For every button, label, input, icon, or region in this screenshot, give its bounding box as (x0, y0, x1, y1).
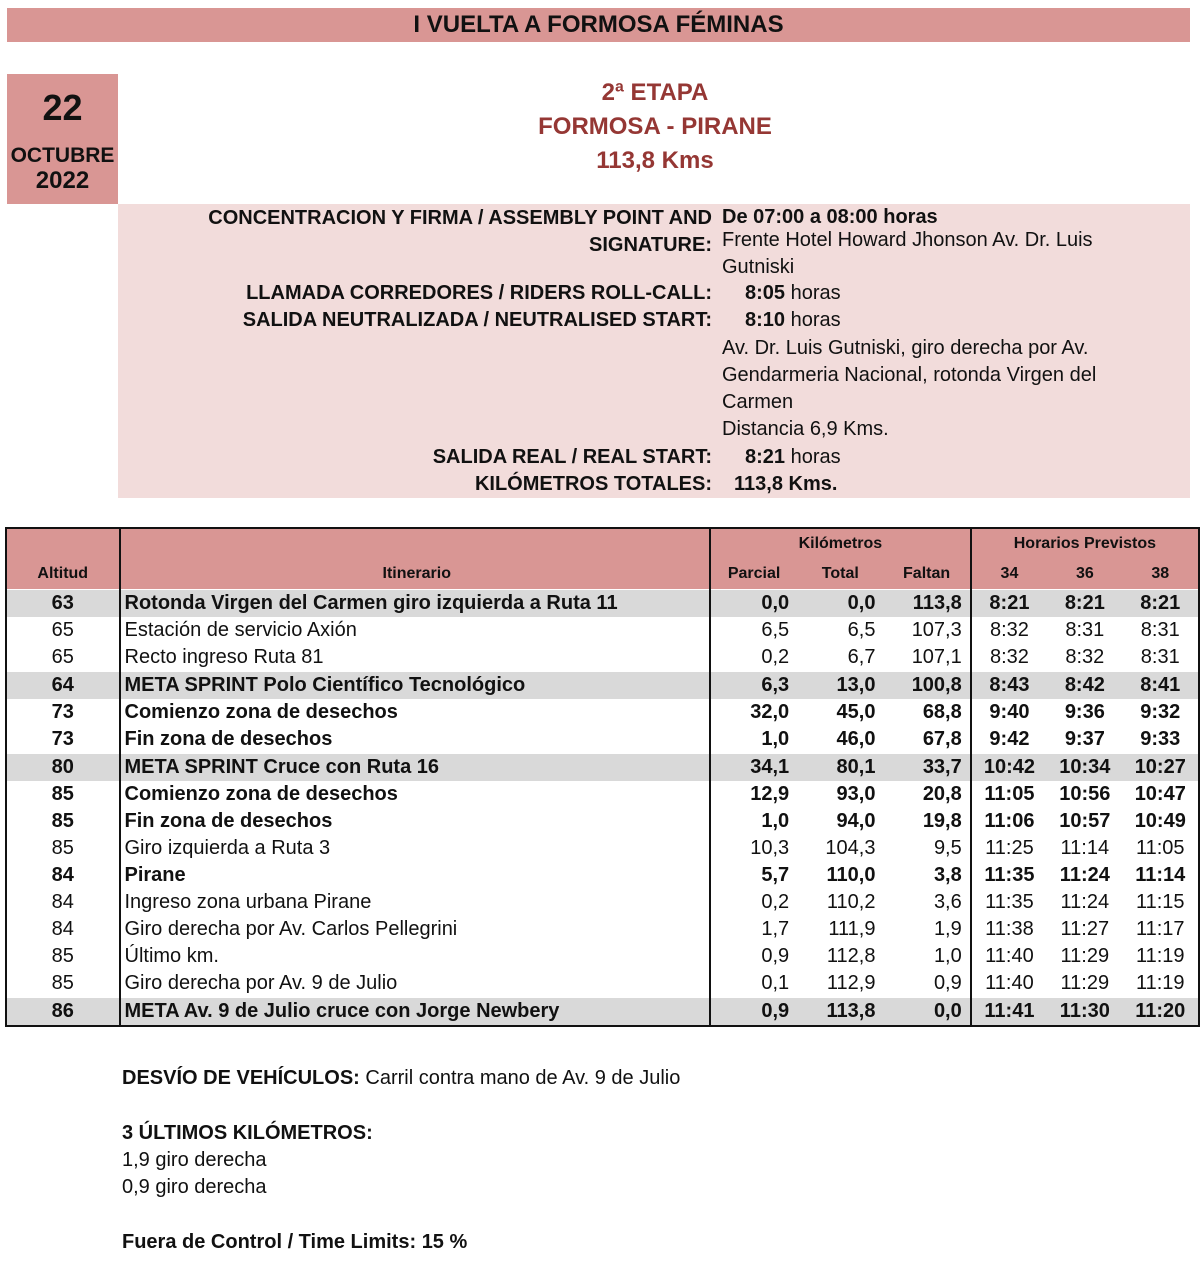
cell-partial-km: 0,0 (710, 590, 797, 618)
cell-time-34: 11:41 (971, 998, 1047, 1027)
cell-total-km: 0,0 (797, 590, 883, 618)
cell-total-km: 6,7 (847, 646, 876, 668)
cell-altitude: 84 (51, 891, 74, 913)
table-row (6, 754, 1199, 782)
neutral-desc-1: Av. Dr. Luis Gutniski, giro derecha por Av. (722, 337, 1089, 359)
table-row (6, 699, 1199, 726)
cell-total-km: 94,0 (836, 810, 876, 832)
cell-total-km: 104,3 (825, 837, 876, 859)
cell-total-km: 110,2 (826, 891, 876, 913)
assembly-label-1: CONCENTRACION Y FIRMA / ASSEMBLY POINT AND (208, 207, 712, 229)
cell-itinerary: Comienzo zona de desechos (120, 781, 710, 808)
neutral-desc-2: Gendarmeria Nacional, rotonda Virgen del (722, 364, 1097, 386)
cell-altitude: 64 (6, 672, 120, 700)
col-header-34: 34 (971, 559, 1047, 590)
cell-altitude: 86 (6, 998, 120, 1027)
cell-itinerary: Pirane (120, 862, 710, 889)
cell-time-34: 8:21 (971, 590, 1047, 618)
cell-itinerary: Fin zona de desechos (120, 808, 710, 835)
cell-time-36: 8:31 (1065, 619, 1105, 641)
cell-time-36: 11:14 (1060, 837, 1110, 859)
cell-altitude: 63 (6, 590, 120, 618)
cell-time-36: 8:32 (1065, 646, 1105, 668)
cell-altitude: 65 (51, 619, 74, 641)
cell-total-km: 113,8 (797, 998, 883, 1027)
cell-remaining-km: 3,6 (933, 891, 962, 913)
cell-time-36: 11:29 (1060, 972, 1110, 994)
cell-remaining-km: 0,0 (883, 998, 970, 1027)
cell-partial-km: 6,3 (710, 672, 797, 700)
cell-total-km: 13,0 (797, 672, 883, 700)
table-row (6, 808, 1199, 835)
cell-partial-km: 0,2 (710, 644, 797, 672)
cell-itinerary: Giro derecha por Av. 9 de Julio (120, 970, 710, 998)
col-header-36: 36 (1047, 559, 1122, 590)
col-header-faltan: Faltan (883, 559, 970, 590)
time-limits-label: Fuera de Control / Time Limits: (122, 1231, 417, 1253)
cell-remaining-km: 107,3 (911, 619, 962, 641)
assembly-place-1: Frente Hotel Howard Jhonson Av. Dr. Luis (722, 229, 1093, 251)
cell-itinerary: META SPRINT Polo Científico Tecnológico (120, 672, 710, 700)
table-row (6, 889, 1199, 916)
cell-partial-km: 0,9 (710, 998, 797, 1027)
cell-partial-km: 0,9 (710, 943, 797, 970)
cell-total-km: 110,0 (826, 864, 876, 886)
cell-partial-km: 5,7 (710, 862, 797, 889)
cell-time-34: 8:32 (971, 617, 1047, 644)
group-km-header: Kilómetros (710, 528, 971, 559)
assembly-time: De 07:00 a 08:00 horas (722, 206, 938, 228)
table-row (6, 943, 1199, 970)
cell-time-36: 10:56 (1059, 783, 1111, 805)
date-box (7, 74, 118, 204)
col-header-total: Total (797, 559, 883, 590)
last3-line-1: 1,9 giro derecha (122, 1149, 267, 1171)
cell-altitude: 73 (51, 701, 74, 723)
cell-time-34: 11:25 (971, 835, 1047, 862)
table-row (6, 862, 1199, 889)
cell-remaining-km: 20,8 (922, 783, 962, 805)
col-header-parcial: Parcial (710, 559, 797, 590)
real-start-time: 8:21 (745, 446, 786, 468)
last3-label: 3 ÚLTIMOS KILÓMETROS: (122, 1122, 373, 1144)
cell-total-km: 80,1 (797, 754, 883, 782)
table-row (6, 781, 1199, 808)
cell-partial-km: 1,0 (710, 808, 797, 835)
date-year: 2022 (35, 167, 90, 194)
cell-altitude: 65 (51, 646, 74, 668)
cell-altitude: 85 (51, 972, 74, 994)
cell-altitude: 85 (51, 810, 74, 832)
cell-time-34: 9:42 (971, 726, 1047, 754)
table-row (6, 672, 1199, 700)
table-row (6, 916, 1199, 943)
neutral-value (745, 307, 841, 334)
cell-remaining-km: 1,9 (933, 918, 962, 940)
cell-remaining-km: 67,8 (922, 728, 962, 750)
table-row (6, 970, 1199, 998)
cell-partial-km: 1,7 (710, 916, 797, 943)
cell-time-38: 10:47 (1134, 783, 1186, 805)
stage-info-box (118, 204, 1190, 498)
assembly-place-2: Gutniski (722, 256, 795, 278)
cell-itinerary: Ingreso zona urbana Pirane (120, 889, 710, 916)
cell-time-34: 9:40 (971, 699, 1047, 726)
cell-remaining-km: 107,1 (911, 646, 962, 668)
cell-time-34: 10:42 (971, 754, 1047, 782)
cell-remaining-km: 1,0 (933, 945, 962, 967)
cell-itinerary: Último km. (120, 943, 710, 970)
neutral-time: 8:10 (745, 309, 786, 331)
hours-word: horas (790, 282, 841, 304)
cell-altitude: 84 (51, 918, 74, 940)
cell-time-38: 8:31 (1140, 646, 1180, 668)
neutral-label: SALIDA NEUTRALIZADA / NEUTRALISED START: (242, 309, 712, 331)
cell-time-38: 8:41 (1123, 672, 1199, 700)
table-column-header (6, 559, 1199, 590)
group-times-header: Horarios Previstos (971, 528, 1199, 559)
rollcall-time: 8:05 (745, 282, 786, 304)
cell-time-36: 11:27 (1060, 918, 1110, 940)
cell-total-km: 93,0 (836, 783, 876, 805)
cell-remaining-km: 19,8 (922, 810, 962, 832)
cell-altitude: 85 (51, 783, 74, 805)
cell-partial-km: 0,1 (710, 970, 797, 998)
cell-partial-km: 32,0 (710, 699, 797, 726)
col-header-altitud: Altitud (6, 559, 120, 590)
stage-header (120, 76, 1190, 178)
cell-partial-km: 34,1 (710, 754, 797, 782)
rollcall-value (745, 280, 841, 307)
cell-time-34: 8:32 (971, 644, 1047, 672)
cell-altitude: 84 (51, 864, 74, 886)
cell-itinerary: META SPRINT Cruce con Ruta 16 (120, 754, 710, 782)
real-start-label: SALIDA REAL / REAL START: (432, 446, 712, 468)
group-empty-alt (6, 528, 120, 559)
date-month: OCTUBRE (10, 144, 115, 167)
cell-time-36: 11:30 (1047, 998, 1122, 1027)
cell-altitude: 85 (51, 945, 74, 967)
cell-time-38: 11:14 (1135, 864, 1186, 886)
cell-time-34: 11:05 (971, 781, 1047, 808)
cell-time-36: 10:57 (1059, 810, 1111, 832)
detour-note (122, 1065, 680, 1092)
page-title: I VUELTA A FORMOSA FÉMINAS (7, 8, 1190, 42)
cell-altitude: 73 (51, 728, 74, 750)
cell-itinerary: Estación de servicio Axión (120, 617, 710, 644)
detour-label: DESVÍO DE VEHÍCULOS: (122, 1067, 360, 1089)
cell-itinerary: Fin zona de desechos (120, 726, 710, 754)
cell-remaining-km: 9,5 (933, 837, 962, 859)
cell-partial-km: 12,9 (710, 781, 797, 808)
cell-time-38: 8:31 (1140, 619, 1180, 641)
cell-itinerary: META Av. 9 de Julio cruce con Jorge Newbery (120, 998, 710, 1027)
table-row (6, 644, 1199, 672)
cell-altitude: 80 (6, 754, 120, 782)
time-limits-value: 15 % (421, 1231, 468, 1253)
stage-route: FORMOSA - PIRANE (538, 113, 772, 140)
cell-time-38: 8:21 (1123, 590, 1199, 618)
col-header-itinerario: Itinerario (120, 559, 710, 590)
detour-text: Carril contra mano de Av. 9 de Julio (365, 1067, 681, 1089)
stage-number: 2ª ETAPA (601, 79, 709, 106)
cell-total-km: 46,0 (836, 728, 876, 750)
cell-partial-km: 1,0 (710, 726, 797, 754)
cell-remaining-km: 100,8 (883, 672, 970, 700)
cell-time-36: 9:37 (1064, 728, 1105, 750)
real-start-value (745, 444, 841, 471)
cell-time-36: 11:24 (1060, 891, 1110, 913)
col-header-38: 38 (1123, 559, 1199, 590)
cell-time-36: 8:42 (1047, 672, 1122, 700)
cell-time-38: 9:33 (1140, 728, 1181, 750)
rollcall-label: LLAMADA CORREDORES / RIDERS ROLL-CALL: (246, 282, 712, 304)
cell-remaining-km: 3,8 (933, 864, 962, 886)
cell-total-km: 45,0 (836, 701, 876, 723)
cell-remaining-km: 33,7 (883, 754, 970, 782)
table-row (6, 835, 1199, 862)
cell-itinerary: Giro derecha por Av. Carlos Pellegrini (120, 916, 710, 943)
cell-remaining-km: 113,8 (883, 590, 970, 618)
cell-time-34: 11:40 (971, 943, 1047, 970)
cell-total-km: 111,9 (828, 918, 876, 940)
cell-time-34: 11:35 (971, 862, 1047, 889)
cell-time-38: 10:49 (1134, 810, 1186, 832)
cell-time-34: 11:38 (971, 916, 1047, 943)
cell-time-38: 11:19 (1135, 972, 1185, 994)
table-row (6, 998, 1199, 1027)
cell-itinerary: Comienzo zona de desechos (120, 699, 710, 726)
cell-time-34: 11:40 (971, 970, 1047, 998)
cell-time-38: 11:19 (1135, 945, 1185, 967)
stage-distance: 113,8 Kms (596, 147, 714, 174)
cell-total-km: 112,9 (826, 972, 876, 994)
cell-partial-km: 6,5 (710, 617, 797, 644)
cell-time-36: 10:34 (1047, 754, 1122, 782)
date-day: 22 (42, 87, 83, 128)
cell-time-38: 11:20 (1123, 998, 1199, 1027)
cell-remaining-km: 68,8 (922, 701, 962, 723)
cell-partial-km: 0,2 (710, 889, 797, 916)
cell-altitude: 85 (51, 837, 74, 859)
cell-time-34: 11:06 (971, 808, 1047, 835)
cell-partial-km: 10,3 (710, 835, 797, 862)
cell-time-36: 8:21 (1047, 590, 1122, 618)
cell-itinerary: Rotonda Virgen del Carmen giro izquierda a Ruta 11 (120, 590, 710, 618)
cell-time-38: 11:05 (1135, 837, 1185, 859)
cell-itinerary: Giro izquierda a Ruta 3 (120, 835, 710, 862)
cell-time-38: 10:27 (1123, 754, 1199, 782)
table-row (6, 590, 1199, 618)
table-row (6, 726, 1199, 754)
hours-word: horas (790, 309, 841, 331)
time-limits-note (122, 1229, 467, 1256)
neutral-desc-3: Carmen (722, 391, 794, 413)
hours-word: horas (790, 446, 841, 468)
cell-time-36: 11:24 (1059, 864, 1110, 886)
neutral-desc-4: Distancia 6,9 Kms. (722, 418, 889, 440)
cell-time-36: 9:36 (1064, 701, 1105, 723)
cell-time-34: 11:35 (971, 889, 1047, 916)
cell-time-36: 11:29 (1060, 945, 1110, 967)
cell-time-34: 8:43 (971, 672, 1047, 700)
itinerary-table (5, 527, 1200, 1027)
table-group-header (6, 528, 1199, 559)
cell-time-38: 9:32 (1140, 701, 1181, 723)
total-km-label: KILÓMETROS TOTALES: (474, 473, 712, 495)
cell-total-km: 112,8 (826, 945, 876, 967)
last3-line-2: 0,9 giro derecha (122, 1176, 267, 1198)
cell-time-38: 11:17 (1135, 918, 1185, 940)
cell-remaining-km: 0,9 (933, 972, 962, 994)
group-empty-it (120, 528, 710, 559)
cell-itinerary: Recto ingreso Ruta 81 (120, 644, 710, 672)
table-row (6, 617, 1199, 644)
total-km-value: 113,8 Kms. (734, 473, 838, 495)
cell-total-km: 6,5 (847, 619, 876, 641)
cell-time-38: 11:15 (1135, 891, 1185, 913)
assembly-label-2: SIGNATURE: (589, 234, 712, 256)
